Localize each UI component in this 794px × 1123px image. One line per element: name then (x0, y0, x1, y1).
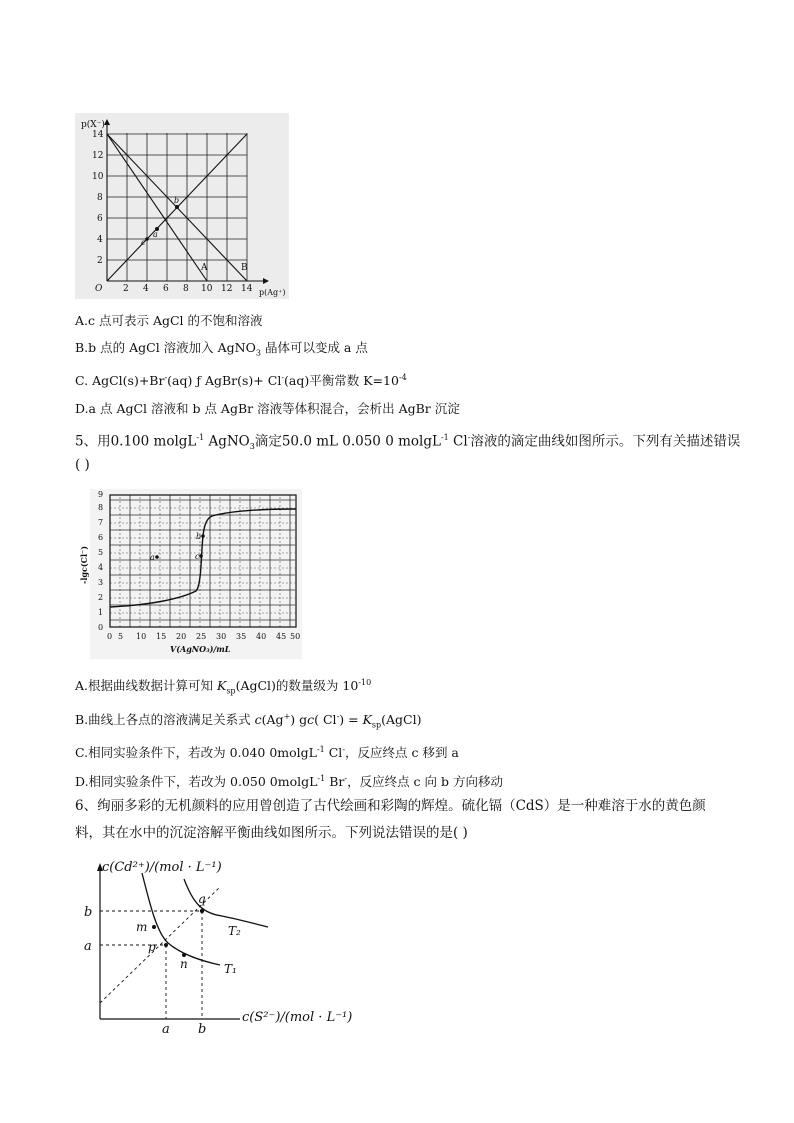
fig1-y-label: p(X⁻) (81, 120, 105, 130)
fig3-point-m (152, 925, 156, 929)
fig2-xtick: 40 (256, 632, 267, 641)
fig2-xtick: 25 (196, 632, 207, 641)
fig3-label-m: m (136, 920, 148, 934)
fig3-ytick-b: b (84, 905, 93, 920)
q4-option-d: D.a 点 AgCl 溶液和 b 点 AgBr 溶液等体积混合，会析出 AgBr 沉淀 (75, 401, 460, 416)
q6-stem-line-1: 6、绚丽多彩的无机颜料的应用曾创造了古代绘画和彩陶的辉煌。硫化镉（CdS）是一种难溶于水的黄色颜 (75, 798, 706, 814)
fig3-x-label: c(S²⁻)/(mol · L⁻¹) (242, 1010, 353, 1025)
fig2-xtick: 15 (156, 632, 167, 641)
fig3-label-q: q (198, 892, 206, 906)
fig2-xtick: 45 (276, 632, 287, 641)
fig3-xtick-b: b (198, 1022, 207, 1037)
fig1-ytick: 8 (97, 193, 103, 203)
fig1-xtick: 10 (201, 284, 213, 294)
fig3-point-p (164, 943, 168, 947)
fig1-ytick: 2 (97, 256, 103, 266)
fig2-xtick: 20 (176, 632, 187, 641)
fig1-point-c (145, 237, 149, 241)
fig1-ytick: 14 (92, 130, 104, 140)
fig1-xtick: 4 (143, 284, 149, 294)
fig2-point-a (155, 555, 159, 559)
q4-option-b: B.b 点的 AgCl 溶液加入 AgNO$_3$ 晶体可以变成 a 点 (75, 340, 368, 358)
fig2-xtick: 5 (118, 632, 124, 641)
fig1-label-c: c (141, 238, 146, 247)
fig2-ytick: 9 (98, 490, 104, 499)
fig1-xtick: 2 (123, 284, 129, 294)
fig2-xtick: 35 (236, 632, 247, 641)
fig2-curve (110, 509, 296, 607)
fig2-point-b (201, 534, 205, 538)
q5-stem: 5、用0.100 molgL$^{-1}$ AgNO$_3$滴定50.0 mL 0.050 0 molgL$^{-1}$ Cl-溶液的滴定曲线如图所示。下列有关描述错误 (75, 433, 741, 452)
fig2-xtick: 10 (136, 632, 147, 641)
q4-option-c: C. AgCl(s)+Br-(aq) ƒ AgBr(s)+ Cl-(aq)平衡常数 $K=10^{-4}$ (75, 373, 407, 389)
fig3-label-p: p (148, 940, 156, 954)
fig2-xtick: 0 (107, 632, 113, 641)
fig2-point-c (199, 554, 203, 558)
fig2-label-a: a (150, 553, 155, 562)
fig2-ytick: 4 (98, 563, 104, 572)
fig2-label-b: b (196, 532, 202, 541)
fig1-xtick: 6 (163, 284, 169, 294)
fig2-ytick: 7 (98, 518, 104, 527)
fig2-ytick: 0 (98, 623, 104, 632)
fig1-xtick: 8 (183, 284, 189, 294)
q5-option-d: D.相同实验条件下，若改为 0.050 0molgL$^{-1}$ Br-，反应终点 c 向 b 方向移动 (75, 774, 503, 790)
fig2-label-c: c (195, 552, 200, 561)
q5-option-a: A.根据曲线数据计算可知 $K_{sp}(AgCl)$的数量级为 $10^{-10}$ (75, 678, 372, 696)
fig3-label-n: n (180, 957, 188, 971)
q6-stem-line-2: 料，其在水中的沉淀溶解平衡曲线如图所示。下列说法错误的是( ) (75, 825, 468, 841)
fig1-x-label: p(Ag⁺) (259, 288, 286, 297)
fig2-x-label: V(AgNO₃)/mL (170, 644, 231, 654)
fig3-y-label: c(Cd²⁺)/(mol · L⁻¹) (102, 860, 222, 875)
fig1-ytick: 6 (97, 214, 103, 224)
q4-option-a: A.c 点可表示 AgCl 的不饱和溶液 (75, 313, 263, 328)
q5-option-c: C.相同实验条件下，若改为 0.040 0molgL$^{-1}$ Cl-，反应终点 c 移到 a (75, 745, 459, 761)
fig3-ytick-a: a (84, 939, 92, 954)
fig1-label-a: a (153, 230, 158, 239)
q5-paren: ( ) (75, 457, 90, 473)
fig1-point-b (175, 205, 179, 209)
fig1-xtick: 14 (241, 284, 253, 294)
fig3-label-t2: T₂ (228, 924, 241, 938)
figure-3-cds-solubility-curves (84, 855, 364, 1037)
fig1-origin: O (95, 284, 103, 294)
fig2-ytick: 2 (98, 593, 104, 602)
fig2-xtick: 50 (290, 632, 301, 641)
fig2-xtick: 30 (216, 632, 227, 641)
fig2-ytick: 8 (98, 503, 104, 512)
fig1-ytick: 12 (92, 151, 104, 161)
fig3-label-t1: T₁ (224, 962, 237, 976)
fig3-point-q (200, 909, 204, 913)
fig1-line-a (107, 134, 207, 281)
fig2-ytick: 5 (98, 548, 104, 557)
fig1-ytick: 4 (97, 235, 103, 245)
fig1-line-label-a: A (201, 263, 208, 273)
fig3-curve-t2 (184, 879, 268, 927)
figure-2-titration-curve (79, 489, 302, 659)
fig1-label-b: b (174, 196, 180, 205)
fig1-ytick: 10 (92, 172, 104, 182)
fig2-ytick: 1 (98, 608, 104, 617)
q5-option-b: B.曲线上各点的溶液满足关系式 c(Ag+) gc( $Cl^-) = K_{sp}(AgCl)$ (75, 712, 422, 730)
fig2-y-label: -lgc(Cl⁻) (79, 545, 89, 584)
fig3-xtick-a: a (162, 1022, 170, 1037)
fig1-xtick: 12 (221, 284, 233, 294)
fig2-ytick: 6 (98, 533, 104, 542)
fig1-line-label-b: B (241, 263, 248, 273)
figure-1-agcl-agbr-plot (75, 113, 289, 299)
fig2-ytick: 3 (98, 578, 104, 587)
